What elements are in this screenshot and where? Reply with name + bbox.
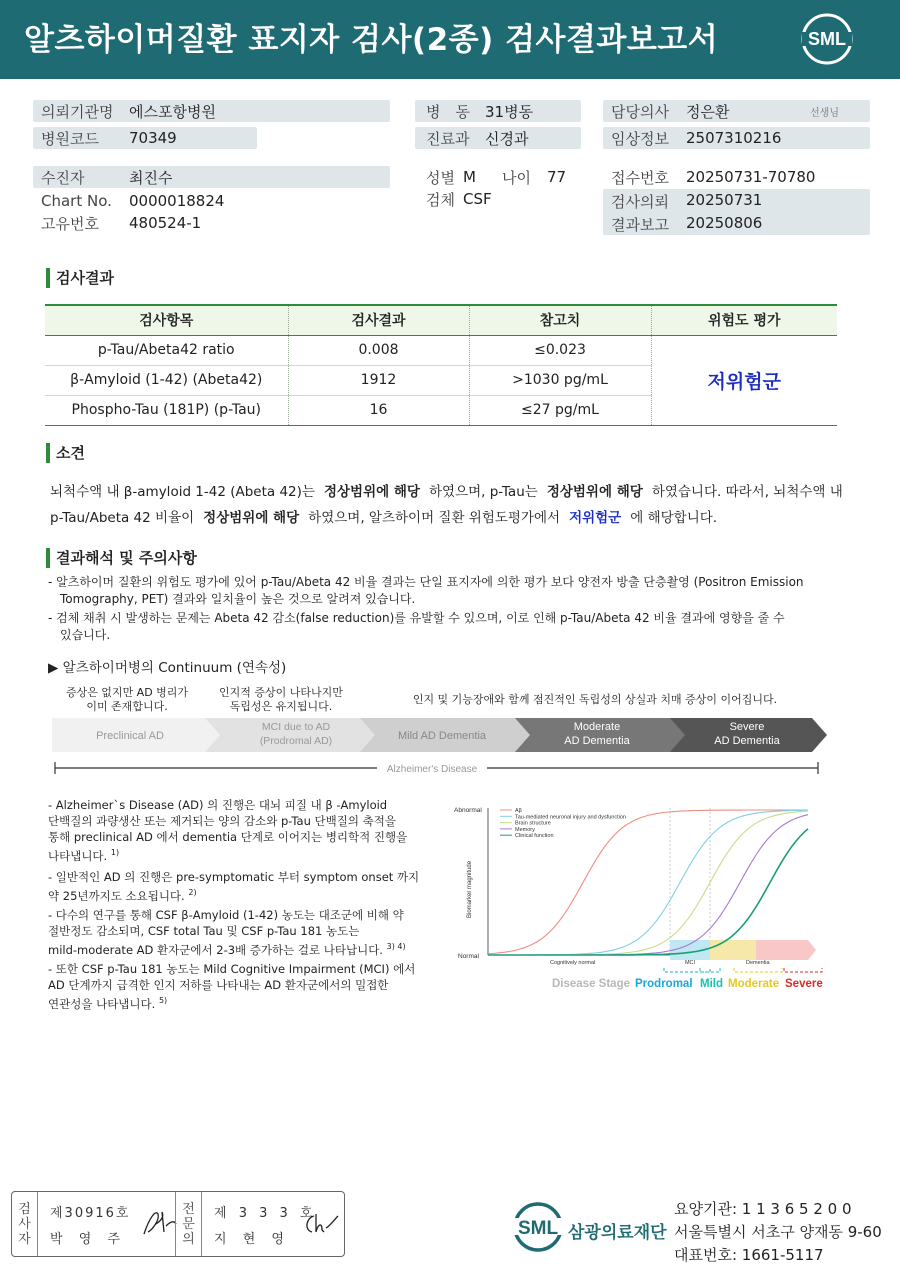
uid-label: 고유번호 xyxy=(41,214,99,233)
report-header xyxy=(0,0,900,79)
opinion-highlight: 정상범위에 해당 xyxy=(203,510,300,526)
opinion-text: 에 해당합니다. xyxy=(630,510,718,526)
notes-title-text: 결과해석 및 주의사항 xyxy=(56,549,197,567)
biomarker-curve-figure xyxy=(448,800,838,1000)
patient-row xyxy=(33,166,390,188)
chart-no-row xyxy=(33,190,390,212)
examiner-license: 제30916호 xyxy=(50,1206,131,1221)
bullet-2 xyxy=(48,869,428,904)
biomarker-curves xyxy=(488,810,808,955)
stage-label-moderate-l2: AD Dementia xyxy=(564,735,630,747)
results-section-title xyxy=(46,267,114,288)
opinion-line-2 xyxy=(50,506,717,526)
stage-label-severe-l2: AD Dementia xyxy=(714,735,780,747)
stage-label-mci-l2: (Prodromal AD) xyxy=(259,735,333,747)
ward-label: 병 동 xyxy=(426,102,470,121)
bullet-1-ref: 1) xyxy=(110,848,120,857)
hospital-code-row xyxy=(33,127,257,149)
x-label-mci: MCI xyxy=(684,960,696,966)
biomarker-legend xyxy=(500,808,626,839)
dates-row xyxy=(603,189,870,235)
doctor-suffix: 선생님 xyxy=(810,107,839,119)
stage-label-mci-l1: MCI due to AD xyxy=(261,721,331,733)
opinion-text: 하였으며, 알츠하이머 질환 위험도평가에서 xyxy=(308,510,561,526)
chart-no-value: 0000018824 xyxy=(129,192,225,210)
uid-row xyxy=(33,212,390,234)
bullet-4-ref: 5) xyxy=(158,996,168,1005)
hospital-code-label: 병원코드 xyxy=(41,129,99,148)
notes-section-title xyxy=(46,547,197,568)
stage-prodromal: Prodromal xyxy=(635,978,693,990)
risk-assessment: 저위험군 xyxy=(651,335,837,425)
sex-value: M xyxy=(463,168,476,186)
opinion-text: 뇌척수액 내 β-amyloid 1-42 (Abeta 42)는 xyxy=(50,484,315,500)
specimen-label: 검체 xyxy=(426,190,455,209)
stage-label-severe-l1: Severe xyxy=(729,721,765,733)
y-bottom-label: Normal xyxy=(458,953,479,960)
note-1 xyxy=(48,574,808,608)
results-title-text: 검사결과 xyxy=(56,269,114,287)
examiner-name: 박 영 주 xyxy=(50,1232,126,1247)
bullet-3 xyxy=(48,907,428,958)
examiner-label: 검 사 자 xyxy=(12,1192,38,1256)
opinion-text: 하였습니다. 따라서, 뇌척수액 내 xyxy=(651,484,843,500)
clinical-label: 임상정보 xyxy=(611,129,669,148)
y-top-label: Abnormal xyxy=(454,807,482,814)
org-address: 서울특별시 서초구 양재동 9-60 xyxy=(674,1223,882,1241)
section-bar xyxy=(46,443,50,463)
org-name: 삼광의료재단 xyxy=(568,1223,667,1243)
opinion-section-title xyxy=(46,442,85,463)
y-axis-label: Biomarker magnitude xyxy=(467,860,473,918)
col-header-item: 검사항목 xyxy=(45,305,288,335)
note-2-line-2: 있습니다. xyxy=(60,628,111,642)
clinical-row xyxy=(603,127,870,149)
age-label: 나이 xyxy=(502,168,531,187)
row-result: 16 xyxy=(288,395,469,425)
section-bar xyxy=(46,268,50,288)
opinion-highlight: 정상범위에 해당 xyxy=(323,484,420,500)
x-label-dementia: Dementia xyxy=(746,960,770,966)
stage-mild: Mild xyxy=(700,978,723,990)
stage-disease: Disease Stage xyxy=(552,978,630,990)
note-1-line-1: - 알츠하이머 질환의 위험도 평가에 있어 p-Tau/Abeta 42 비율 결과는 단일 표지자에 의한 평가 보다 양전자 방출 단층촬영 (Positron Emission xyxy=(48,575,804,589)
svg-text:SML: SML xyxy=(808,29,846,49)
sml-org-logo-icon xyxy=(512,1201,564,1255)
stage-caption-mci: 인지적 증상이 나타나지만 독립성은 유지됩니다. xyxy=(219,686,343,713)
bullet-4-text: - 또한 CSF p-Tau 181 농도는 Mild Cognitive Impairment (MCI) 에서 AD 단계까지 급격한 인지 저하를 나타내는 AD 환자군에서의 밀접한 연관성을 나타냅니다. xyxy=(48,962,416,1011)
note-1-line-2: Tomography, PET) 결과와 일치율이 높은 것으로 알려져 있습니다. xyxy=(60,592,416,606)
sml-logo-icon xyxy=(800,12,854,66)
row-ref: ≤0.023 xyxy=(469,335,651,365)
dept-value: 신경과 xyxy=(485,129,529,148)
bullet-4 xyxy=(48,961,428,1012)
receipt-value: 20250731-70780 xyxy=(686,168,816,186)
col-header-risk: 위험도 평가 xyxy=(651,305,837,335)
bullet-3-ref: 3) 4) xyxy=(386,942,406,951)
uid-value: 480524-1 xyxy=(129,214,202,232)
row-item: Phospho-Tau (181P) (p-Tau) xyxy=(45,395,288,425)
ward-row xyxy=(415,100,581,122)
legend-entry: Brain structure xyxy=(515,820,551,827)
stage-severe: Severe xyxy=(785,978,823,990)
institution-value: 에스포항병원 xyxy=(129,102,216,121)
hospital-code-value: 70349 xyxy=(129,129,177,147)
legend-entry: Memory xyxy=(515,826,535,833)
stage-label-moderate-l1: Moderate xyxy=(573,721,621,733)
doctor-label: 담당의사 xyxy=(611,102,669,121)
signature-box xyxy=(11,1191,345,1257)
age-value: 77 xyxy=(547,168,567,186)
band-severe xyxy=(756,940,816,960)
bracket-severe xyxy=(784,968,822,972)
dept-row xyxy=(415,127,581,149)
patient-value: 최진수 xyxy=(129,168,173,187)
band-mild xyxy=(710,940,756,960)
receipt-label: 접수번호 xyxy=(611,168,669,187)
x-label-normal: Cognitively normal xyxy=(550,960,596,966)
bracket-moderate xyxy=(734,968,782,972)
table-row xyxy=(45,335,837,365)
note-2-line-1: - 검체 채취 시 발생하는 문제는 Abeta 42 감소(false reduction)를 유발할 수 있으며, 이로 인해 p-Tau/Abeta 42 비율 결과에 영향을 줄 수 xyxy=(48,611,785,625)
stage-moderate: Moderate xyxy=(728,978,780,990)
institution-row xyxy=(33,100,390,122)
stage-label-preclinical: Preclinical AD xyxy=(96,730,164,742)
bracket-prodromal xyxy=(664,968,710,972)
request-label: 검사의뢰 xyxy=(611,193,669,211)
bullet-3-text: - 다수의 연구를 통해 CSF β-Amyloid (1-42) 농도는 대조군에 비해 약 절반정도 감소되며, CSF total Tau 및 CSF p-Tau 181 농도는 mild-moderate AD 환자군에서 2-3배 증가하는 걸로 나타납니다. xyxy=(48,908,404,957)
continuum-stage-bar xyxy=(52,715,832,785)
specimen-row xyxy=(415,188,585,210)
results-table xyxy=(45,304,837,426)
org-phone: 대표번호: 1661-5117 xyxy=(674,1246,824,1264)
col-header-result: 검사결과 xyxy=(288,305,469,335)
sex-label: 성별 xyxy=(426,168,455,187)
opinion-text: p-Tau/Abeta 42 비율이 xyxy=(50,510,195,526)
row-ref: ≤27 pg/mL xyxy=(469,395,651,425)
stage-caption-preclinical: 증상은 없지만 AD 병리가 이미 존재합니다. xyxy=(65,686,189,713)
institution-label: 의뢰기관명 xyxy=(41,102,114,121)
opinion-highlight: 정상범위에 해당 xyxy=(546,484,643,500)
legend-entry: Tau-mediated neuronal injury and dysfunction xyxy=(515,814,626,821)
bullet-2-ref: 2) xyxy=(188,888,197,897)
receipt-row xyxy=(603,166,870,188)
dept-label: 진료과 xyxy=(426,129,470,148)
ad-axis-label: Alzheimer's Disease xyxy=(386,764,478,775)
row-result: 1912 xyxy=(288,365,469,395)
biomarker-curve xyxy=(488,810,808,954)
continuum-title: ▶ 알츠하이머병의 Continuum (연속성) xyxy=(48,660,287,676)
report-title: 알츠하이머질환 표지자 검사(2종) 검사결과보고서 xyxy=(24,22,719,58)
specimen-value: CSF xyxy=(463,190,492,208)
specialist-license: 제 3 3 3 호 xyxy=(214,1206,317,1221)
institution-code: 요양기관: 1 1 3 6 5 2 0 0 xyxy=(674,1200,852,1218)
opinion-line-1 xyxy=(50,480,843,500)
doctor-row xyxy=(603,100,870,122)
col-header-ref: 참고치 xyxy=(469,305,651,335)
legend-entry: Clinical function xyxy=(515,833,554,840)
section-bar xyxy=(46,548,50,568)
specialist-signature xyxy=(300,1206,340,1240)
examiner-signature xyxy=(140,1206,180,1240)
doctor-value: 정은환 xyxy=(686,102,730,121)
specialist-name: 지 현 영 xyxy=(214,1232,290,1247)
stage-label-mild: Mild AD Dementia xyxy=(397,730,487,742)
svg-text:SML: SML xyxy=(517,1218,559,1239)
opinion-title-text: 소견 xyxy=(56,444,85,462)
note-2 xyxy=(48,610,808,644)
row-item: p-Tau/Abeta42 ratio xyxy=(45,335,288,365)
bullet-1-text: - Alzheimer`s Disease (AD) 의 진행은 대뇌 피질 내 β -Amyloid 단백질의 과량생산 또는 제거되는 양의 감소와 p-Tau 단백질의 축적을 통해 preclinical AD 에서 dementia 단계로 이어지는 병리학적 진행을 나타냅니다. xyxy=(48,798,408,863)
biomarker-curve xyxy=(488,810,808,955)
clinical-value: 2507310216 xyxy=(686,129,782,147)
request-value: 20250731 xyxy=(686,191,763,209)
report-date-label: 결과보고 xyxy=(611,216,669,234)
opinion-text: 하였으며, p-Tau는 xyxy=(428,484,538,500)
chart-no-label: Chart No. xyxy=(41,192,112,210)
report-date-value: 20250806 xyxy=(686,214,763,232)
patient-label: 수진자 xyxy=(41,168,85,187)
bullet-2-text: - 일반적인 AD 의 진행은 pre-symptomatic 부터 symptom onset 까지 약 25년까지도 소요됩니다. xyxy=(48,870,420,903)
ward-value: 31병동 xyxy=(485,102,534,121)
legend-entry: Aβ xyxy=(515,808,522,814)
stage-caption-dementia: 인지 및 기능장애와 함께 점진적인 독립성의 상실과 치매 증상이 이어집니다. xyxy=(412,693,778,706)
sex-age-row xyxy=(415,166,585,188)
specialist-label: 전 문 의 xyxy=(176,1192,202,1256)
results-header-row xyxy=(45,305,837,335)
row-ref: >1030 pg/mL xyxy=(469,365,651,395)
biomarker-curve xyxy=(488,826,808,955)
bullet-1 xyxy=(48,797,428,864)
row-result: 0.008 xyxy=(288,335,469,365)
opinion-risk: 저위험군 xyxy=(569,510,622,526)
row-item: β-Amyloid (1-42) (Abeta42) xyxy=(45,365,288,395)
